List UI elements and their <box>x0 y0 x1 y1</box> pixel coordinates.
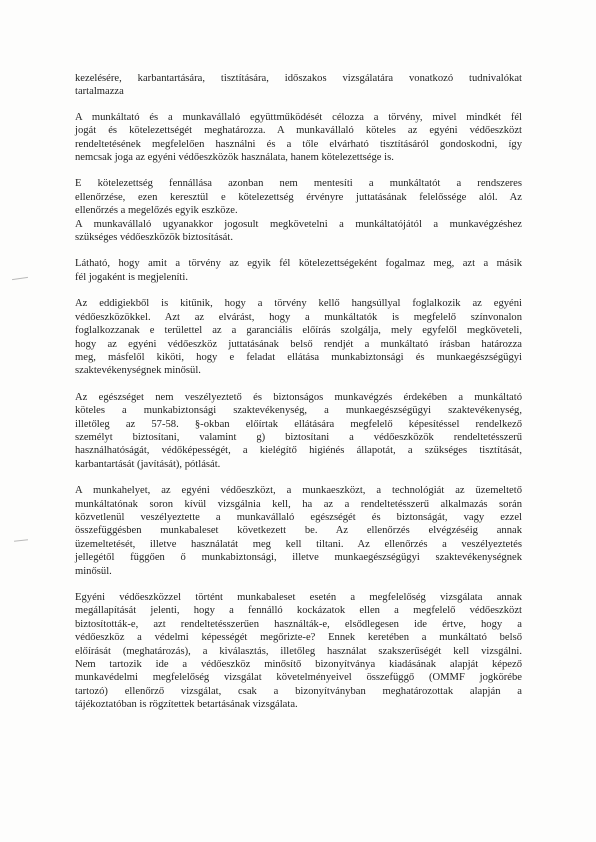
text-line: használhatóságát, védőképességét, a kielégítő higiénés állapotát, a szükséges tisztítását, <box>75 445 522 457</box>
paragraph-2 <box>75 111 522 165</box>
text-line: A munkáltató és a munkavállaló együttműködését célozza a törvény, mivel mindkét fél <box>75 111 522 123</box>
text-line: munkáltatónak soron kívül vizsgálnia kell, ha az a rendeltetésszerű alkalmazás során <box>75 498 522 510</box>
paragraph-4 <box>75 257 522 284</box>
text-line: karbantartását (javítását), pótlását. <box>75 458 221 470</box>
text-line: előírását (meghatározás), a kiválasztás, illetőleg használat szakszerűségét kell vizsgálni. <box>75 645 522 657</box>
text-line: meg, másfelől kiköti, hogy e feladat ellátása munkabiztonsági és munkaegészségügyi <box>75 351 522 363</box>
text-line: Látható, hogy amit a törvény az egyik fél kötelezettségeként fogalmaz meg, azt a másik <box>75 258 522 270</box>
text-line: rendeltetésének megfelelően használni és a tőle elvárható tisztításáról gondoskodni, így <box>75 138 522 150</box>
text-line: ellenőrzése, ezen keresztül e kötelezettség érvényre juttatásának felelőssége alól. Az <box>75 191 522 203</box>
text-line: Egyéni védőeszközzel történt munkabaleset esetén a megfelelőség vizsgálata annak <box>75 592 522 603</box>
paragraph-7 <box>75 484 522 578</box>
text-line: foglalkozzanak e területtel az a garanciális előírás szolgálja, mely egyfelől megköveteli, <box>75 325 522 337</box>
text-line: Az eddigiekből is kitűnik, hogy a törvény kellő hangsúllyal foglalkozik az egyéni <box>75 298 522 310</box>
text-line: személyt biztosítani, valamint g) biztosítani a védőeszközök rendeltetésszerű <box>75 431 522 443</box>
text-line: fél jogaként is megjeleníti. <box>75 271 188 283</box>
document-body <box>75 72 522 723</box>
text-line: Az egészséget nem veszélyeztető és biztonságos munkavégzés érdekében a munkáltató <box>75 391 522 403</box>
text-line: üzemeltetését, illetve használatát meg kell tiltani. Az ellenőrzés a veszélyeztetés <box>75 538 522 550</box>
text-line: védőeszköz a védelmi képességét megőrizte-e? Ennek keretében a munkáltató belső <box>75 632 522 644</box>
text-line: A munkavállaló ugyanakkor jogosult megkövetelni a munkáltatójától a munkavégzéshez <box>75 218 522 230</box>
text-line: összefüggésben munkabaleset következett be. Az ellenőrzés elvégzéséig annak <box>75 525 522 537</box>
text-line: jellegétől függően ő munkabiztonsági, illetve munkaegészségügyi szaktevékenységnek <box>75 552 522 564</box>
paragraph-8 <box>75 591 522 712</box>
text-line: A munkahelyet, az egyéni védőeszközt, a munkaeszközt, a technológiát az üzemeltető <box>75 485 522 497</box>
text-line: tartozó) ellenőrző vizsgálat, csak a bizonyítványban meghatározottak alapján a <box>75 685 522 697</box>
margin-mark <box>12 277 28 280</box>
text-line: közvetlenül veszélyeztette a munkavállaló egészségét és biztonságát, vagy ezzel <box>75 511 522 523</box>
text-line: ellenőrzés a megelőzés egyik eszköze. <box>75 205 238 217</box>
paragraph-1 <box>75 72 522 99</box>
text-line: védőeszközökkel. Azt az elvárást, hogy a munkáltatók is megfelelő színvonalon <box>75 311 522 323</box>
text-line: illetőleg az 57-58. §-okban előírtak ellátására megfelelő képesítéssel rendelkező <box>75 418 522 430</box>
margin-mark <box>14 539 28 541</box>
text-line: tartalmazza <box>75 86 124 98</box>
text-line: jogát és kötelezettségét meghatározza. A munkavállaló köteles az egyéni védőeszközt <box>75 125 522 137</box>
text-line: megállapítását jelenti, hogy a fennálló kockázatok ellen a megfelelő védőeszközt <box>75 605 522 617</box>
text-line: nemcsak joga az egyéni védőeszközök használata, hanem kötelezettsége is. <box>75 152 394 164</box>
text-line: szükséges védőeszközök biztosítását. <box>75 232 233 244</box>
text-line: munkavédelmi megfelelőség vizsgálat követelményeivel összefüggő (OMMF jogkörébe <box>75 672 522 684</box>
paragraph-6 <box>75 391 522 471</box>
text-line: minősül. <box>75 565 112 577</box>
text-line: Nem tartozik ide a védőeszköz minősítő bizonyítványa kiadásának alapját képező <box>75 659 522 671</box>
paragraph-5 <box>75 297 522 377</box>
paragraph-3 <box>75 177 522 244</box>
text-line: hogy az egyéni védőeszköz juttatásának belső rendjét a munkáltató írásban határozza <box>75 338 522 350</box>
text-line: szaktevékenységnek minősül. <box>75 365 201 377</box>
text-line: biztosították-e, azt rendeltetésszerűen használták-e, elsődlegesen ide értve, hogy a <box>75 618 522 630</box>
text-line: kezelésére, karbantartására, tisztítására, időszakos vizsgálatára vonatkozó tudnivalókat <box>75 73 522 84</box>
text-line: tájékoztatóban is rögzítettek betartásának vizsgálata. <box>75 699 298 711</box>
text-line: E kötelezettség fennállása azonban nem mentesíti a munkáltatót a rendszeres <box>75 178 522 190</box>
text-line: köteles a munkabiztonsági szaktevékenység, a munkaegészségügyi szaktevékenység, <box>75 405 522 417</box>
